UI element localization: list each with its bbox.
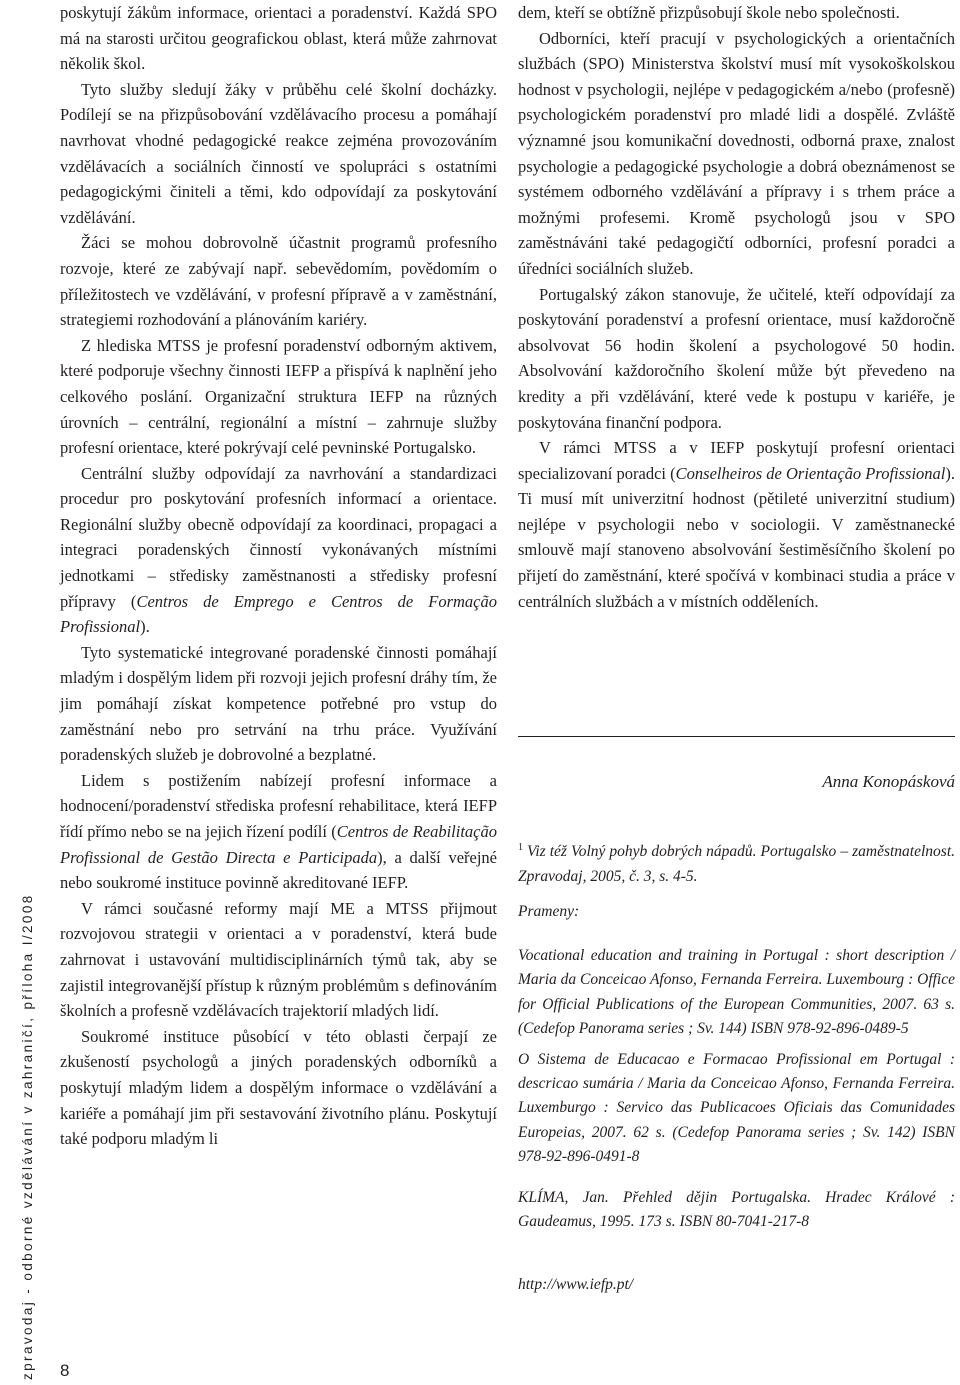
paragraph	[60, 461, 497, 640]
sidebar-running-title: zpravodaj - odborné vzdělávání v zahraničí, příloha I/2008	[20, 893, 35, 1380]
author-name: Anna Konopásková	[822, 772, 955, 791]
paragraph	[60, 768, 497, 896]
italic-term: Conselheiros de Orientação Profissional	[675, 463, 946, 483]
text-run: ), a další veřejné nebo soukromé instituce povinně akreditované IEFP.	[60, 847, 498, 893]
text-run: ).	[140, 617, 150, 637]
right-column	[518, 0, 955, 614]
text-run: Centrální služby odpovídají za navrhování a standardizaci procedur pro poskytování profesních informací a orientace. Regionální služby obecně odpovídají za koordinaci, propagaci a integraci poradenských činností vykonávaných místními jednotkami – středisky zaměstnanosti a středisky profesní přípravy (	[60, 463, 497, 611]
footnote-number: 1	[518, 842, 523, 853]
reference-item: Vocational education and training in Portugal : short description / Maria da Conceicao Afonso, Fernanda Ferreira. Luxembourg : Office for Official Publications of the European Communities, 2007. 63 s. (Cedefop Panorama series ; Sv. 144) ISBN 978-92-896-0489-5	[518, 947, 955, 1038]
paragraph: Tyto služby sledují žáky v průběhu celé školní docházky. Podílejí se na přizpůsobování vzdělávacího procesu a pomáhají navrhovat vhodné pedagogické reakce zejména provozováním vzdělávacích a sociálních činností ve spolupráci s ostatními pedagogickými činiteli a těmi, kdo odpovídají za poskytování vzdělávání.	[60, 79, 497, 227]
divider	[518, 736, 955, 737]
sources-title: Prameny:	[518, 903, 580, 920]
left-column	[60, 0, 497, 1152]
paragraph: Žáci se mohou dobrovolně účastnit programů profesního rozvoje, které ze zabývají např. sebevědomím, povědomím o příležitostech ve vzdělávání, v profesní přípravě a v zaměstnání, strategiemi rozhodování a plánováním kariéry.	[60, 233, 497, 330]
references-list	[518, 944, 955, 1240]
page-number: 8	[60, 1361, 70, 1380]
reference-link[interactable]: http://www.iefp.pt/	[518, 1276, 634, 1293]
paragraph: Z hlediska MTSS je profesní poradenství odborným aktivem, které podporuje všechny činnosti IEFP a přispívá k naplnění jeho celkového poslání. Organizační struktura IEFP na různých úrovních – centrální, regionální a místní – zahrnuje služby profesní orientace, které pokrývají celé pevninské Portugalsko.	[60, 335, 497, 458]
paragraph: Tyto systematické integrované poradenské činnosti pomáhají mladým i dospělým lidem při rozvoji jejich profesní dráhy tím, že jim pomáhají získat kompetence potřebné pro vstup do zaměstnání nebo pro setrvání na trhu práce. Využívání poradenských služeb je dobrovolné a bezplatné.	[60, 642, 497, 765]
paragraph: Odborníci, kteří pracují v psychologických a orientačních službách (SPO) Ministerstva školství musí mít vysokoškolskou hodnost v psychologii, nejlépe v pedagogickém a/nebo (profesně) psychologickém poradenství pro mladé lidi a dospělé. Zvláště významné jsou komunikační dovednosti, odborná praxe, znalost psychologie a pedagogické psychologie a dobrá obeznámenost se systémem odborného vzdělávání a přípravy i s trhem práce a možnými profesemi. Kromě psychologů jsou v SPO zaměstnáváni také pedagogičtí odborníci, profesní poradci a úředníci sociálních služeb.	[518, 28, 955, 278]
text-run: ). Ti musí mít univerzitní hodnost (pětileté univerzitní studium) nejlépe v psychologii nebo v sociologii. V zaměstnanecké smlouvě mají stanoveno absolvování šestiměsíčního školení po přijetí do zaměstnání, které spočívá v kombinaci studia a práce v centrálních službách a v místních odděleních.	[518, 463, 955, 611]
paragraph: Soukromé instituce působící v této oblasti čerpají ze zkušeností psychologů a jiných poradenských odborníků a poskytují mladým lidem a dospělým informace o vzdělávání a kariéře a pomáhají jim při sestavování životního plánu. Poskytují také podporu mladým li	[60, 1026, 497, 1149]
text-run: Lidem s postižením nabízejí profesní informace a hodnocení/poradenství střediska profesní rehabilitace, která IEFP řídí přímo nebo se na jejich řízení podílí (	[60, 770, 497, 841]
footnote-text: Viz též Volný pohyb dobrých nápadů. Portugalsko – zaměstnatelnost. Zpravodaj, 2005, č. 3, s. 4-5.	[518, 843, 956, 885]
italic-term: Centros de Reabilitação Profissional de Gestão Directa e Participada	[60, 822, 497, 867]
footnote	[518, 836, 955, 889]
paragraph: Portugalský zákon stanovuje, že učitelé, kteří odpovídají za poskytování poradenství a profesní orientace, musí každoročně absolvovat 56 hodin školení a psychologové 50 hodin. Absolvování každoročního školení může být převedeno na kredity a při vzdělávání, které vede k postupu v kariéře, je poskytována finanční podpora.	[518, 284, 955, 432]
paragraph: dem, kteří se obtížně přizpůsobují škole nebo společnosti.	[518, 3, 900, 22]
italic-term: Centros de Emprego e Centros de Formação Profissional	[60, 591, 497, 637]
paragraph	[518, 435, 955, 614]
text-run: V rámci MTSS a v IEFP poskytují profesní orientaci specializovaní poradci (	[518, 438, 955, 483]
paragraph: V rámci současné reformy mají ME a MTSS přijmout rozvojovou strategii v orientaci a v poradenství, která bude zahrnovat i ustavování multidisciplinárních týmů tak, aby se zajistil integrovanější přístup k různým problémům s definováním školních a profesně vzdělávacích trajektorií mladých lidí.	[60, 898, 497, 1021]
paragraph: poskytují žákům informace, orientaci a poradenství. Každá SPO má na starosti určitou geografickou oblast, která může zahrnovat několik škol.	[60, 3, 497, 74]
reference-item: O Sistema de Educacao e Formacao Profissional em Portugal : descricao sumária / Maria da Conceicao Afonso, Fernanda Ferreira. Luxemburgo : Servico das Publicacoes Oficiais das Comunidades Europeias, 2007. 62 s. (Cedefop Panorama series ; Sv. 142) ISBN 978-92-896-0491-8	[518, 1050, 955, 1166]
reference-item: KLÍMA, Jan. Přehled dějin Portugalska. Hradec Králové : Gaudeamus, 1995. 173 s. ISBN 80-7041-217-8	[518, 1188, 955, 1231]
